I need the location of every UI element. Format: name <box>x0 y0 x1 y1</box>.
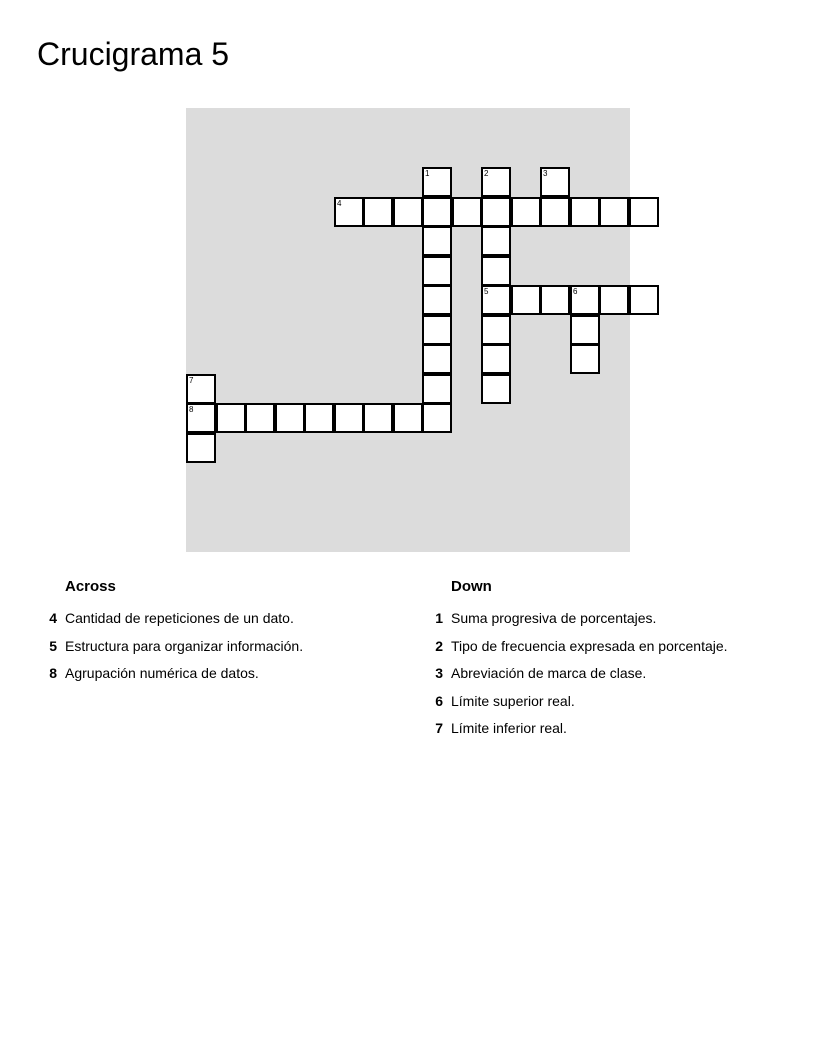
grid-cell[interactable] <box>186 433 216 463</box>
clue-number: 3 <box>435 665 443 681</box>
clue-text: Límite superior real. <box>451 693 575 709</box>
clue-number: 2 <box>435 638 443 654</box>
cell-number: 6 <box>573 287 578 296</box>
grid-cell[interactable] <box>422 167 452 197</box>
grid-cell[interactable] <box>393 403 423 433</box>
grid-cell[interactable] <box>393 197 423 227</box>
grid-cell[interactable] <box>481 226 511 256</box>
grid-cell[interactable] <box>304 403 334 433</box>
clue-text: Tipo de frecuencia expresada en porcentaje. <box>451 638 728 654</box>
grid-cell[interactable] <box>511 197 541 227</box>
grid-cell[interactable] <box>452 197 482 227</box>
grid-cell[interactable] <box>216 403 246 433</box>
grid-cell[interactable] <box>570 197 600 227</box>
clue-number: 6 <box>435 693 443 709</box>
crossword-grid <box>186 108 630 552</box>
grid-cell[interactable] <box>275 403 305 433</box>
grid-cell[interactable] <box>363 197 393 227</box>
grid-cell[interactable] <box>570 315 600 345</box>
clue-number: 5 <box>49 638 57 654</box>
grid-cell[interactable] <box>422 374 452 404</box>
grid-cell[interactable] <box>186 403 216 433</box>
grid-cell[interactable] <box>511 285 541 315</box>
grid-cell[interactable] <box>570 344 600 374</box>
grid-cell[interactable] <box>363 403 393 433</box>
cell-number: 8 <box>189 405 194 414</box>
clue-number: 4 <box>49 610 57 626</box>
grid-cell[interactable] <box>629 285 659 315</box>
grid-cell[interactable] <box>481 285 511 315</box>
grid-cell[interactable] <box>334 197 364 227</box>
cell-number: 4 <box>337 199 342 208</box>
grid-cell[interactable] <box>599 285 629 315</box>
across-heading: Across <box>65 578 116 595</box>
grid-cell[interactable] <box>481 344 511 374</box>
clue-number: 7 <box>435 720 443 736</box>
clue-text: Estructura para organizar información. <box>65 638 304 654</box>
grid-cell[interactable] <box>481 315 511 345</box>
grid-cell[interactable] <box>334 403 364 433</box>
grid-cell[interactable] <box>422 315 452 345</box>
grid-cell[interactable] <box>540 285 570 315</box>
grid-cell[interactable] <box>481 256 511 286</box>
clue-text: Agrupación numérica de datos. <box>65 665 259 681</box>
grid-cell[interactable] <box>540 197 570 227</box>
page-title: Crucigrama 5 <box>37 36 230 72</box>
grid-cell[interactable] <box>422 344 452 374</box>
grid-cell[interactable] <box>422 256 452 286</box>
cell-number: 3 <box>543 169 548 178</box>
grid-cell[interactable] <box>186 374 216 404</box>
grid-cell[interactable] <box>245 403 275 433</box>
grid-cell[interactable] <box>629 197 659 227</box>
clue-text: Límite inferior real. <box>451 720 567 736</box>
cell-number: 1 <box>425 169 430 178</box>
grid-cell[interactable] <box>422 226 452 256</box>
grid-cell[interactable] <box>570 285 600 315</box>
grid-cell[interactable] <box>422 197 452 227</box>
grid-cell[interactable] <box>422 285 452 315</box>
clue-text: Cantidad de repeticiones de un dato. <box>65 610 294 626</box>
grid-cell[interactable] <box>422 403 452 433</box>
grid-cell[interactable] <box>540 167 570 197</box>
clue-number: 1 <box>435 610 443 626</box>
cell-number: 2 <box>484 169 489 178</box>
clue-text: Suma progresiva de porcentajes. <box>451 610 657 626</box>
grid-cell[interactable] <box>481 197 511 227</box>
clue-text: Abreviación de marca de clase. <box>451 665 647 681</box>
cell-number: 5 <box>484 287 489 296</box>
clue-number: 8 <box>49 665 57 681</box>
down-heading: Down <box>451 578 492 595</box>
grid-cell[interactable] <box>481 167 511 197</box>
cell-number: 7 <box>189 376 194 385</box>
grid-cell[interactable] <box>599 197 629 227</box>
grid-cell[interactable] <box>481 374 511 404</box>
